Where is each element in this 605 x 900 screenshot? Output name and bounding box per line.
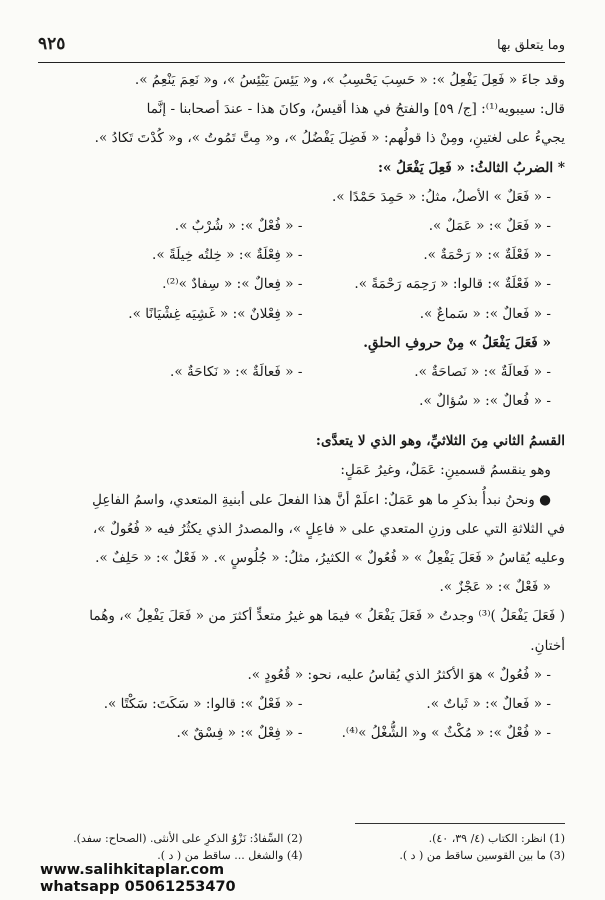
pattern-item: - « فَعالَةٌ »: « نَكاحَةٌ ». xyxy=(170,363,303,380)
footnote: (2) السِّفادُ: نَزْوُ الذكرِ على الأنثى. (الصحاح: سفد). xyxy=(73,832,303,845)
pattern-item: - « فِعْلانٌ »: « غَشِيَه غِشْيَانًا ». xyxy=(128,305,303,322)
text-line: وعليه يُقاسُ « فَعَلَ يَفْعِلُ » « فُعُولٌ » الكثيرُ، مثلُ: « جُلُوسٍ ». « فَعْلٌ »: « حَلِفٌ ». xyxy=(95,550,565,566)
text-line: وقد جاءَ « فَعِلَ يَفْعِلُ »: « حَسِبَ يَحْسِبُ »، و« يَئِسَ يَيْئِسُ »، و« نَعِمَ يَنْعِمُ ». xyxy=(134,72,565,88)
text-line: في الثلاثةِ التي على وزنِ المتعدي على « فاعِلٍ »، والمصدرُ الذي يكثُرُ فيه « فُعُولٌ »، xyxy=(92,520,565,537)
pattern-item: - « فَعَلٌ »: « عَمَلٌ ». xyxy=(428,217,551,234)
page-header xyxy=(38,34,565,64)
footnote: (1) انظر: الكتاب (٤/ ٣٩، ٤٠). xyxy=(428,832,565,845)
pattern-item: - « فَعالٌ »: « سَماعٌ ». xyxy=(419,305,551,322)
text-line: « فَعْلٌ »: « عَجْزٌ ». xyxy=(439,579,551,596)
pattern-item: - « فِعْلٌ »: « فِسْقٌ ». xyxy=(176,725,303,742)
footnote: (3) ما بين القوسين ساقط من ( د ). xyxy=(399,849,565,862)
footnote-divider xyxy=(355,823,565,824)
pattern-item: - « فَعْلَةٌ »: قالوا: « رَحِمَه رَحْمَةً ». xyxy=(354,276,551,293)
text-line: - « فُعُولٌ » هوَ الأكثرُ الذي يُقاسُ عليه، نحو: « قُعُودٍ ». xyxy=(247,666,551,683)
pattern-item: - « فُعالٌ »: « سُؤالٌ ». xyxy=(419,393,551,410)
watermark-site: www.salihkitaplar.com xyxy=(40,862,225,878)
pattern-row xyxy=(40,690,565,719)
pattern-item: - « فَعْلٌ »: قالوا: « سَكَتَ: سَكْتًا ». xyxy=(103,695,303,712)
subsection-heading: * الضربُ الثالثُ: « فَعِلَ يَفْعَلُ »: xyxy=(377,159,565,176)
footnote-row xyxy=(40,830,565,847)
pattern-item: - « فَعالٌ »: « ثَباتٌ ». xyxy=(426,695,551,712)
header-divider xyxy=(38,62,565,63)
pattern-item: - « فَعالَةٌ »: « نَصاحَةٌ ». xyxy=(414,363,551,380)
text-line: - « فَعَلٌ » الأصلُ، مثلُ: « حَمِدَ حَمْدًا ». xyxy=(331,188,551,205)
text-line: ● ونحنُ نبدأُ بذكرِ ما هو عَمَلٌ: اعلَمْ أنَّ هذا الفعلَ على أبنيةِ المتعدي، واسمُ الفاعِلِ xyxy=(92,491,551,508)
watermark-whatsapp: whatsapp 05061253470 xyxy=(40,879,236,895)
pattern-item: - « فُعْلٌ »: « مُكْثٌ » و« الشُّغْلُ »⁽⁴⁾. xyxy=(341,725,551,742)
pattern-row xyxy=(40,358,565,387)
pattern-item: - « فُعْلٌ »: « شُرْبٌ ». xyxy=(174,217,303,234)
pattern-row xyxy=(40,212,565,241)
pattern-item: - « فِعالٌ »: « سِفادٌ »⁽²⁾. xyxy=(162,276,303,293)
footnote: (4) والشغل ... ساقط من ( د ). xyxy=(157,849,303,862)
pattern-row xyxy=(40,241,565,270)
text-line: ( فَعَلَ يَفْعَلُ )⁽³⁾ وجدتُ « فَعَلَ يَفْعَلُ » فيمَا هو غيرُ متعدٍّ أكثرَ من « فَعَلَ يَفْعِلُ »، وهُما xyxy=(89,608,565,625)
text-line: أختانِ. xyxy=(530,637,565,654)
pattern-item: - « فَعْلَةٌ »: « رَحْمَةٌ ». xyxy=(423,247,551,264)
pattern-row xyxy=(40,270,565,299)
footnotes xyxy=(40,830,565,864)
main-text xyxy=(40,66,565,748)
running-head: وما يتعلق بها xyxy=(497,38,565,53)
text-line: قال: سيبويه⁽¹⁾: [ج/ ٥٩] والفتحُ في هذا أقيسُ، وكانَ هذا - عندَ أصحابنا - إنَّما xyxy=(146,101,565,118)
section-heading: القسمُ الثاني مِنَ الثلاثيِّ، وهو الذي لا يتعدَّى: xyxy=(315,433,565,450)
pattern-row xyxy=(40,719,565,748)
text-line: يجيءُ على لغتينِ، ومِنْ ذا قولُهم: « فَضِلَ يَفْضُلُ »، و« مِتَّ تَمُوتُ »، و« كُدْتَ تَكادُ ». xyxy=(94,130,565,147)
guttural-heading: « فَعَلَ يَفْعَلُ » مِنْ حروفِ الحلقِ. xyxy=(363,334,551,351)
pattern-item: - « فِعْلَةٌ »: « خِلتُه خِيلَةً ». xyxy=(152,247,303,264)
pattern-row xyxy=(40,300,565,329)
watermark xyxy=(40,862,236,896)
page-number: ٩٢٥ xyxy=(38,34,66,54)
text-line: وهو ينقسمُ قسمينِ: عَمَلٌ، وغيرُ عَمَلٍ: xyxy=(340,462,551,479)
